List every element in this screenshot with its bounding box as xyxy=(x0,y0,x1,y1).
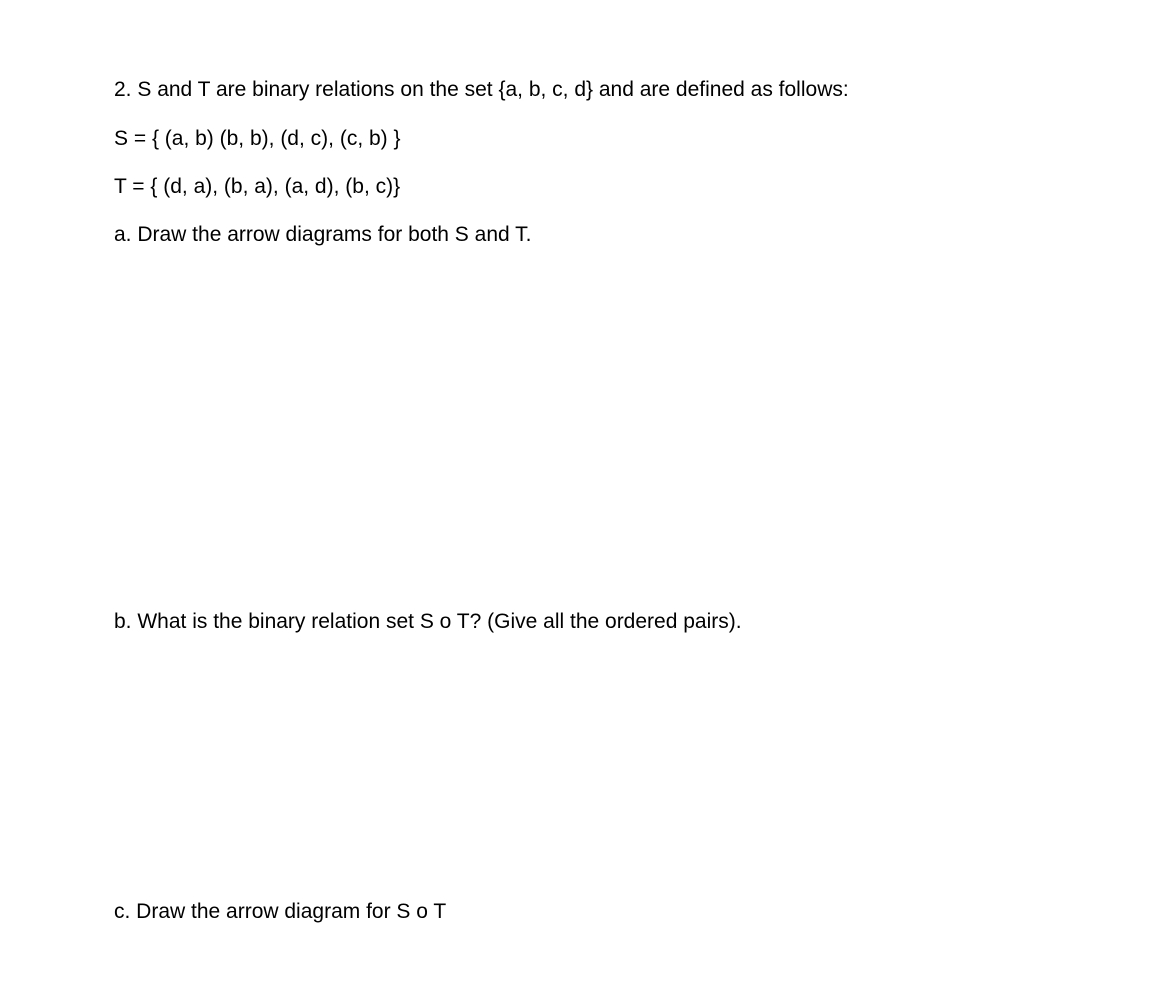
part-b-prompt: b. What is the binary relation set S o T? (Give all the ordered pairs). xyxy=(114,610,742,633)
part-c-answer-space xyxy=(114,932,1054,992)
relation-t-definition: T = { (d, a), (b, a), (a, d), (b, c)} xyxy=(114,175,401,198)
relation-s-definition: S = { (a, b) (b, b), (d, c), (c, b) } xyxy=(114,127,401,150)
question-intro: 2. S and T are binary relations on the set {a, b, c, d} and are defined as follows: xyxy=(114,78,849,101)
part-a-prompt: a. Draw the arrow diagrams for both S and T. xyxy=(114,223,532,246)
part-c-prompt: c. Draw the arrow diagram for S o T xyxy=(114,900,447,923)
part-a-answer-space xyxy=(114,256,1054,596)
part-b-answer-space xyxy=(114,643,1054,883)
